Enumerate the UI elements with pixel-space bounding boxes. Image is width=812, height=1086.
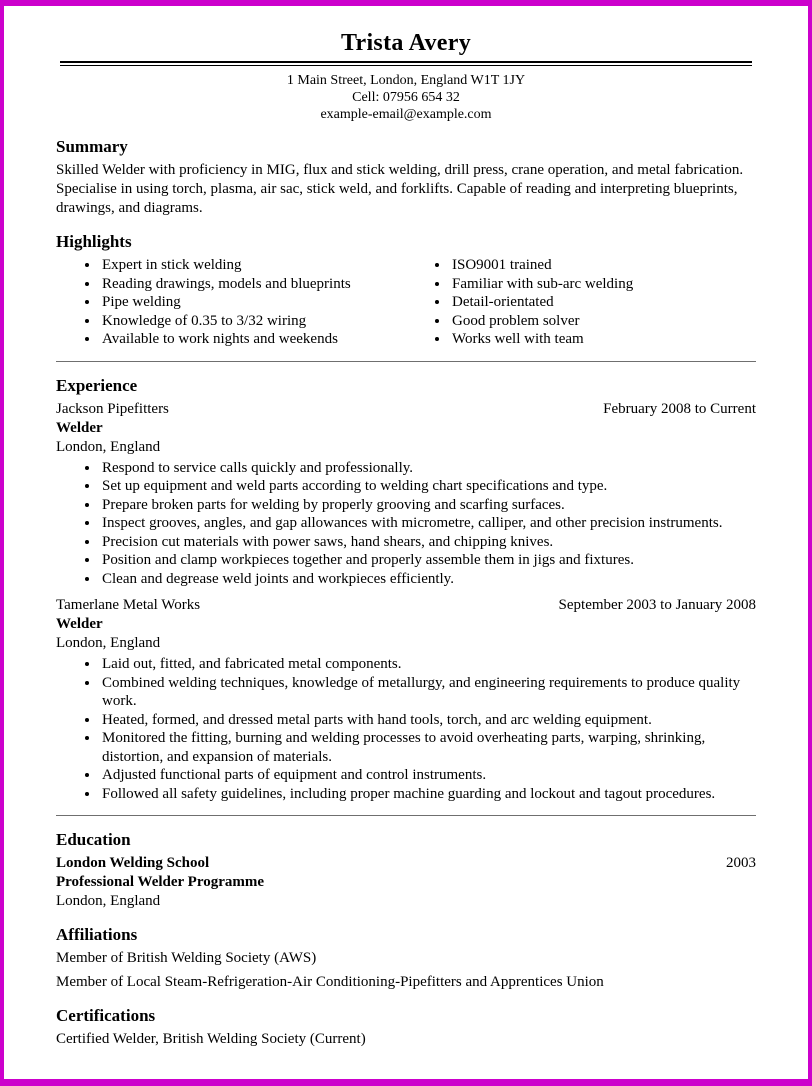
highlight-item: • Detail-orientated: [450, 293, 756, 312]
summary-text: Skilled Welder with proficiency in MIG, flux and stick welding, drill press, crane operation, and metal fabrication. Specialise in using torch, plasma, air sac, stick weld, and forklifts. Capable of reading and interpreting blueprints, drawings, and diagrams.: [56, 162, 744, 216]
job-bullet-list: [56, 459, 756, 589]
education-location: London, England: [56, 893, 161, 909]
highlights-heading: Highlights: [56, 232, 132, 251]
job-company: Tamerlane Metal Works: [56, 597, 201, 613]
job-bullet: • Clean and degrease weld joints and workpieces efficiently.: [100, 570, 756, 589]
highlight-item: • ISO9001 trained: [450, 256, 756, 275]
job-header: [56, 596, 756, 615]
job-bullet-list: [56, 655, 756, 803]
section-divider: [56, 815, 756, 816]
highlight-item: • Reading drawings, models and blueprints: [100, 275, 406, 294]
job-bullet: • Respond to service calls quickly and professionally.: [100, 459, 756, 478]
job-location: London, England: [56, 438, 161, 455]
highlights-section: [56, 232, 756, 349]
job-bullet: • Combined welding techniques, knowledge of metallurgy, and engineering requirements to produce quality work.: [100, 674, 756, 711]
highlight-item: • Familiar with sub-arc welding: [450, 275, 756, 294]
header-divider: [60, 61, 752, 66]
summary-section: [56, 137, 756, 218]
highlight-item: • Available to work nights and weekends: [100, 330, 406, 349]
education-year: 2003: [726, 855, 756, 871]
experience-heading: Experience: [56, 375, 138, 395]
affiliations-heading: Affiliations: [56, 925, 138, 944]
job-dates: February 2008 to Current: [603, 400, 756, 417]
education-section: [56, 830, 756, 911]
job-bullet: • Inspect grooves, angles, and gap allowances with micrometre, calliper, and other precision instruments.: [100, 514, 756, 533]
certifications-section: [56, 1006, 756, 1049]
contact-block: [56, 72, 756, 123]
job-dates: September 2003 to January 2008: [558, 597, 756, 613]
experience-section: [56, 376, 756, 804]
job-bullet: • Heated, formed, and dressed metal parts with hand tools, torch, and arc welding equipment.: [100, 711, 756, 730]
email-line: example-email@example.com: [320, 107, 492, 122]
affiliations-section: [56, 925, 756, 992]
job-bullet: • Set up equipment and weld parts according to welding chart specifications and type.: [100, 477, 756, 496]
job-header: [56, 400, 756, 419]
job-title: Welder: [56, 419, 103, 436]
job-entry: [56, 596, 756, 803]
highlight-item: • Knowledge of 0.35 to 3/32 wiring: [100, 312, 406, 331]
section-divider: [56, 361, 756, 362]
job-bullet: • Adjusted functional parts of equipment and control instruments.: [100, 766, 756, 785]
candidate-name: Trista Avery: [340, 30, 471, 56]
job-entry: [56, 400, 756, 589]
job-bullet: • Precision cut materials with power saws, hand shears, and chipping knives.: [100, 533, 756, 552]
certification-item: Certified Welder, British Welding Society (Current): [56, 1031, 366, 1047]
summary-heading: Summary: [56, 137, 128, 156]
job-bullet: • Monitored the fitting, burning and welding processes to avoid overheating parts, warping, shrinking, distortion, and expansion of materials.: [100, 729, 756, 766]
job-title: Welder: [56, 616, 103, 632]
highlight-item: • Pipe welding: [100, 293, 406, 312]
highlights-right-list: [406, 256, 756, 349]
job-bullet: • Followed all safety guidelines, including proper machine guarding and lockout and tagout procedures.: [100, 785, 756, 804]
job-bullet: • Prepare broken parts for welding by properly grooving and scarfing surfaces.: [100, 496, 756, 515]
job-bullet: • Laid out, fitted, and fabricated metal components.: [100, 655, 756, 674]
certifications-heading: Certifications: [56, 1006, 156, 1025]
education-school-row: [56, 854, 756, 873]
affiliation-item: Member of British Welding Society (AWS): [56, 950, 317, 966]
highlights-columns: [56, 256, 756, 349]
education-school: London Welding School: [56, 855, 210, 871]
education-heading: Education: [56, 830, 131, 849]
phone-line: Cell: 07956 654 32: [352, 90, 460, 105]
job-company: Jackson Pipefitters: [56, 400, 169, 417]
highlight-item: • Good problem solver: [450, 312, 756, 331]
address-line: 1 Main Street, London, England W1T 1JY: [286, 73, 526, 88]
highlight-item: • Expert in stick welding: [100, 256, 406, 275]
education-program: Professional Welder Programme: [56, 874, 265, 890]
resume-header: [56, 30, 756, 123]
job-location: London, England: [56, 635, 161, 651]
highlight-item: • Works well with team: [450, 330, 756, 349]
highlights-left-list: [56, 256, 406, 349]
job-bullet: • Position and clamp workpieces together and properly assemble them in jigs and fixtures.: [100, 551, 756, 570]
affiliation-item: Member of Local Steam-Refrigeration-Air Conditioning-Pipefitters and Apprentices Union: [56, 974, 604, 990]
